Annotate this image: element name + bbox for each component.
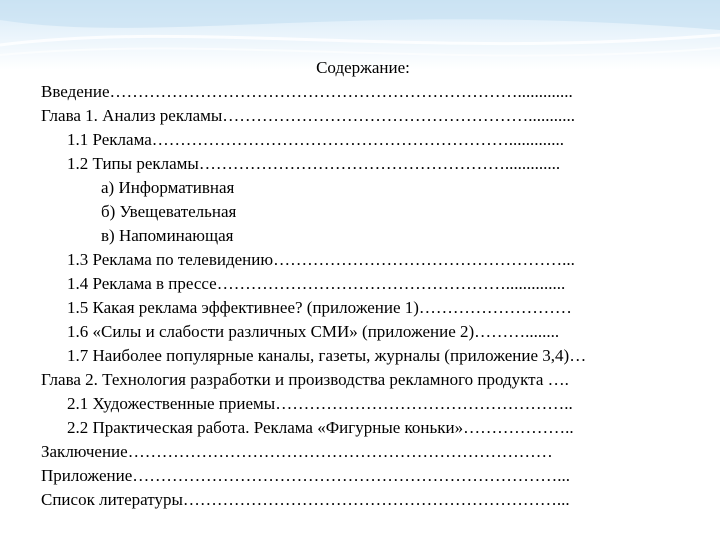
toc-entry: 1.6 «Силы и слабости различных СМИ» (приложение 2)………........ <box>67 322 560 341</box>
toc-entry: Глава 1. Анализ рекламы………………………………………………........... <box>41 106 576 125</box>
toc-entry: Глава 2. Технология разработки и производства рекламного продукта …. <box>41 370 569 389</box>
toc-entry: Введение………………………………………………………………............. <box>41 82 573 101</box>
toc-entry: 1.5 Какая реклама эффективнее? (приложение 1)……………………… <box>67 298 572 317</box>
toc-entry: а) Информативная <box>101 178 235 197</box>
toc-title: Содержание: <box>316 58 410 77</box>
toc-entry: в) Напоминающая <box>101 226 234 245</box>
toc-entry: Приложение…………………………………………………………………... <box>41 466 570 485</box>
toc-entry: Заключение………………………………………………………………… <box>41 442 553 461</box>
toc-entry: 1.2 Типы рекламы………………………………………………............. <box>67 154 561 173</box>
table-of-contents <box>41 56 681 512</box>
toc-entry: б) Увещевательная <box>101 202 237 221</box>
toc-entry: 1.4 Реклама в прессе…………………………………………….............. <box>67 274 566 293</box>
toc-entry: 2.2 Практическая работа. Реклама «Фигурные коньки»……………….. <box>67 418 574 437</box>
toc-entry: 1.7 Наиболее популярные каналы, газеты, журналы (приложение 3,4)… <box>67 346 587 365</box>
toc-entry: 2.1 Художественные приемы…………………………………………….. <box>67 394 573 413</box>
toc-entry: 1.3 Реклама по телевидению……………………………………………... <box>67 250 575 269</box>
toc-entry: Список литературы…………………………………………………………... <box>41 490 570 509</box>
toc-entry: 1.1 Реклама………………………………………………………............. <box>67 130 565 149</box>
toc-lines <box>41 80 681 512</box>
